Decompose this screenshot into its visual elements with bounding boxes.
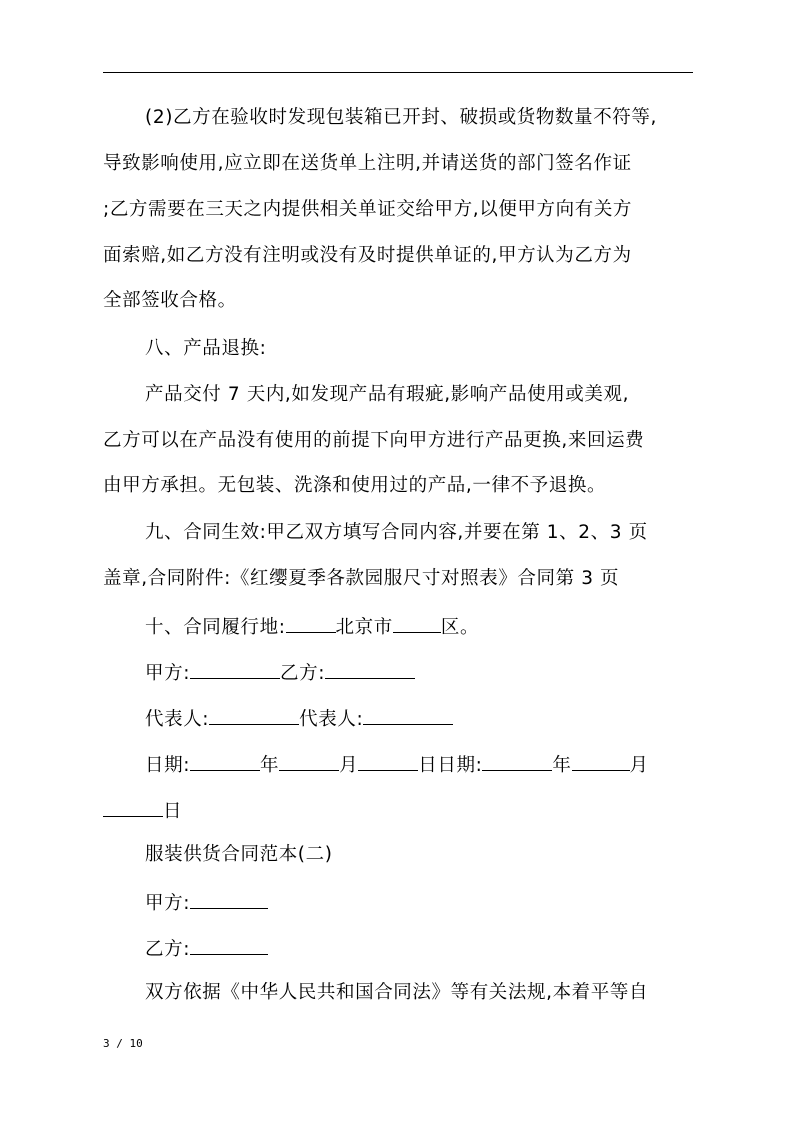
date-a-day-blank xyxy=(358,751,418,771)
contract-2-title: 服装供货合同范本(二) xyxy=(145,844,333,865)
contract-2-intro: 双方依据《中华人民共和国合同法》等有关法规,本着平等自 xyxy=(145,982,649,1003)
contract-2-party-a-label: 甲方: xyxy=(145,893,191,914)
date-b-day-blank xyxy=(103,797,163,817)
representative-line xyxy=(145,705,695,732)
party-a-blank xyxy=(190,659,280,679)
place-blank-1 xyxy=(286,613,336,633)
section-8-heading: 八、产品退换: xyxy=(145,338,267,359)
clause-7-2-line-5: 全部签收合格。 xyxy=(103,290,237,311)
place-label: 十、合同履行地: xyxy=(145,617,286,638)
date-a-label: 日期: xyxy=(145,755,191,776)
clause-7-2-line-4: 面索赔,如乙方没有注明或没有及时提供单证的,甲方认为乙方为 xyxy=(103,245,632,266)
rep-a-blank xyxy=(209,705,299,725)
section-10-place xyxy=(145,613,695,640)
date-b-year-blank xyxy=(482,751,552,771)
page-number: 3 / 10 xyxy=(103,1037,143,1050)
section-8-line-3: 由甲方承担。无包装、洗涤和使用过的产品,一律不予退换。 xyxy=(103,475,607,496)
rep-b-blank xyxy=(363,705,453,725)
date-b-day-line xyxy=(103,797,695,824)
place-district: 区。 xyxy=(440,617,480,638)
contract-2-party-b xyxy=(145,935,695,962)
contract-2-party-a-blank xyxy=(190,889,268,909)
date-line xyxy=(145,751,695,778)
clause-7-2-line-2: 导致影响使用,应立即在送货单上注明,并请送货的部门签名作证 xyxy=(103,153,632,174)
party-a-label: 甲方: xyxy=(145,663,191,684)
date-b-month: 月 xyxy=(629,755,649,776)
contract-2-party-b-blank xyxy=(190,935,268,955)
rep-b-label: 代表人: xyxy=(299,709,364,730)
contract-2-party-a xyxy=(145,889,695,916)
clause-7-2-line-1: (2)乙方在验收时发现包装箱已开封、破损或货物数量不符等, xyxy=(145,107,657,128)
date-a-year: 年 xyxy=(260,755,280,776)
contract-2-party-b-label: 乙方: xyxy=(145,939,191,960)
date-a-month: 月 xyxy=(339,755,359,776)
section-8-line-1: 产品交付 7 天内,如发现产品有瑕疵,影响产品使用或美观, xyxy=(145,384,630,405)
section-8-line-2: 乙方可以在产品没有使用的前提下向甲方进行产品更换,来回运费 xyxy=(103,430,645,451)
date-a-year-blank xyxy=(190,751,260,771)
party-line xyxy=(145,659,695,686)
date-b-day: 日 xyxy=(163,801,183,822)
section-9-line-2: 盖章,合同附件:《红缨夏季各款园服尺寸对照表》合同第 3 页 xyxy=(103,568,620,589)
date-a-month-blank xyxy=(279,751,339,771)
place-blank-2 xyxy=(393,613,441,633)
section-9-line-1: 九、合同生效:甲乙双方填写合同内容,并要在第 1、2、3 页 xyxy=(145,522,648,543)
place-city: 北京市 xyxy=(335,617,393,638)
rep-a-label: 代表人: xyxy=(145,709,210,730)
date-b-month-blank xyxy=(572,751,630,771)
header-rule xyxy=(103,72,693,73)
party-b-blank xyxy=(325,659,415,679)
party-b-label: 乙方: xyxy=(280,663,326,684)
date-b-label: 日日期: xyxy=(418,755,483,776)
date-b-year: 年 xyxy=(552,755,572,776)
clause-7-2-line-3: ;乙方需要在三天之内提供相关单证交给甲方,以便甲方向有关方 xyxy=(103,199,633,220)
